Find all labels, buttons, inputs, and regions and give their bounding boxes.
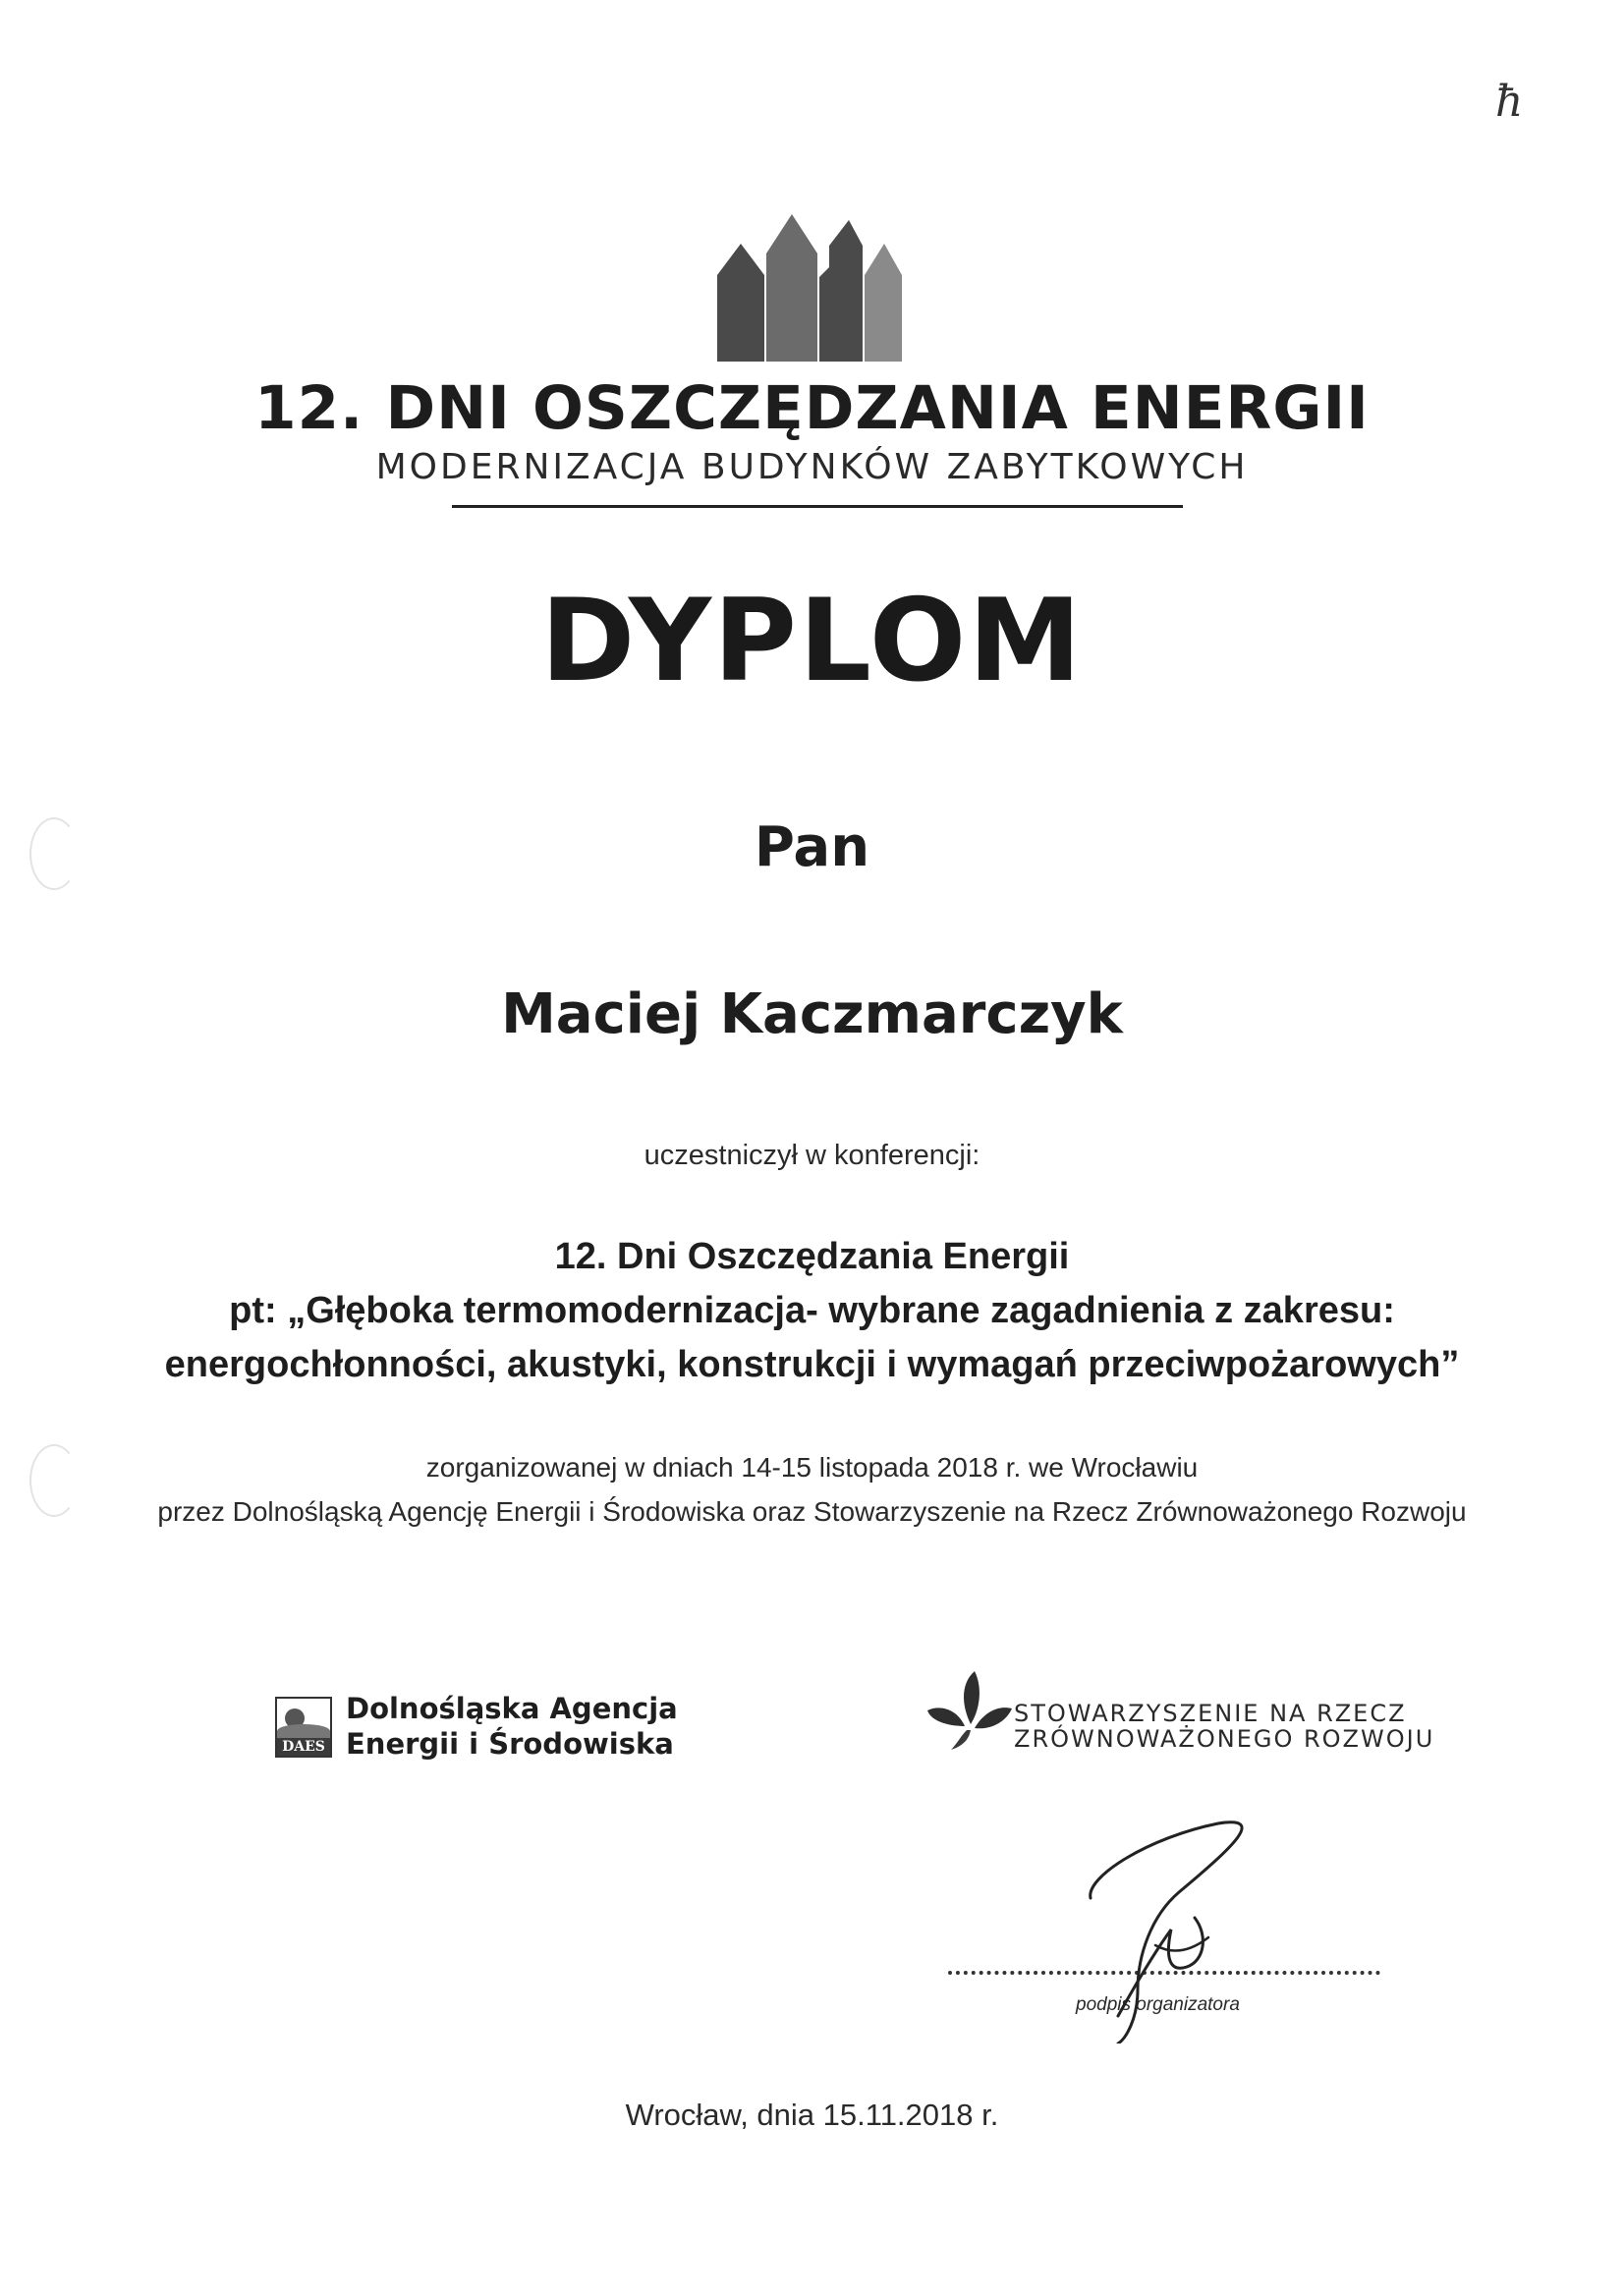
conference-name: 12. Dni Oszczędzania Energii — [554, 1236, 1070, 1277]
conference-topic-line: energochłonności, akustyki, konstrukcji i wymagań przeciwpożarowych” — [164, 1344, 1460, 1385]
organization-date-place: zorganizowanej w dniach 14-15 listopada 2018 r. we Wrocławiu — [425, 1452, 1199, 1483]
srzr-logo — [924, 1665, 1435, 1764]
handwritten-page-mark: ħ — [1495, 77, 1524, 127]
event-logo-towers-icon — [713, 206, 905, 362]
srzr-name-line: ZRÓWNOWAŻONEGO ROZWOJU — [1014, 1725, 1435, 1753]
daes-name-line: Dolnośląska Agencja — [346, 1692, 678, 1725]
diploma-title: DYPLOM — [540, 575, 1084, 707]
recipient-name: Maciej Kaczmarczyk — [501, 982, 1123, 1046]
header-divider — [452, 505, 1183, 508]
daes-name — [346, 1691, 678, 1762]
srzr-name — [1014, 1701, 1434, 1752]
srzr-name-line: STOWARZYSZENIE NA RZECZ — [1014, 1700, 1407, 1727]
leaf-icon — [924, 1665, 1014, 1752]
conference-topic-line: pt: „Głęboka termomodernizacja- wybrane zagadnienia z zakresu: — [229, 1290, 1395, 1331]
salutation: Pan — [754, 815, 870, 879]
daes-name-line: Energii i Środowiska — [346, 1727, 674, 1761]
daes-logo — [275, 1687, 678, 1765]
organizers-text: przez Dolnośląską Agencję Energii i Środowiska oraz Stowarzyszenie na Rzecz Zrównoważonego Rozwoju — [157, 1496, 1467, 1527]
place-date: Wrocław, dnia 15.11.2018 r. — [625, 2098, 999, 2132]
event-subtitle: MODERNIZACJA BUDYNKÓW ZABYTKOWYCH — [375, 447, 1249, 487]
daes-emblem-icon — [275, 1697, 332, 1758]
daes-acronym: DAES — [277, 1738, 330, 1756]
participation-text: uczestniczył w konferencji: — [644, 1140, 980, 1171]
signature-caption: podpis organizatora — [1076, 1994, 1240, 2015]
event-title: 12. DNI OSZCZĘDZANIA ENERGII — [254, 373, 1370, 443]
handwritten-signature — [1061, 1808, 1307, 2044]
